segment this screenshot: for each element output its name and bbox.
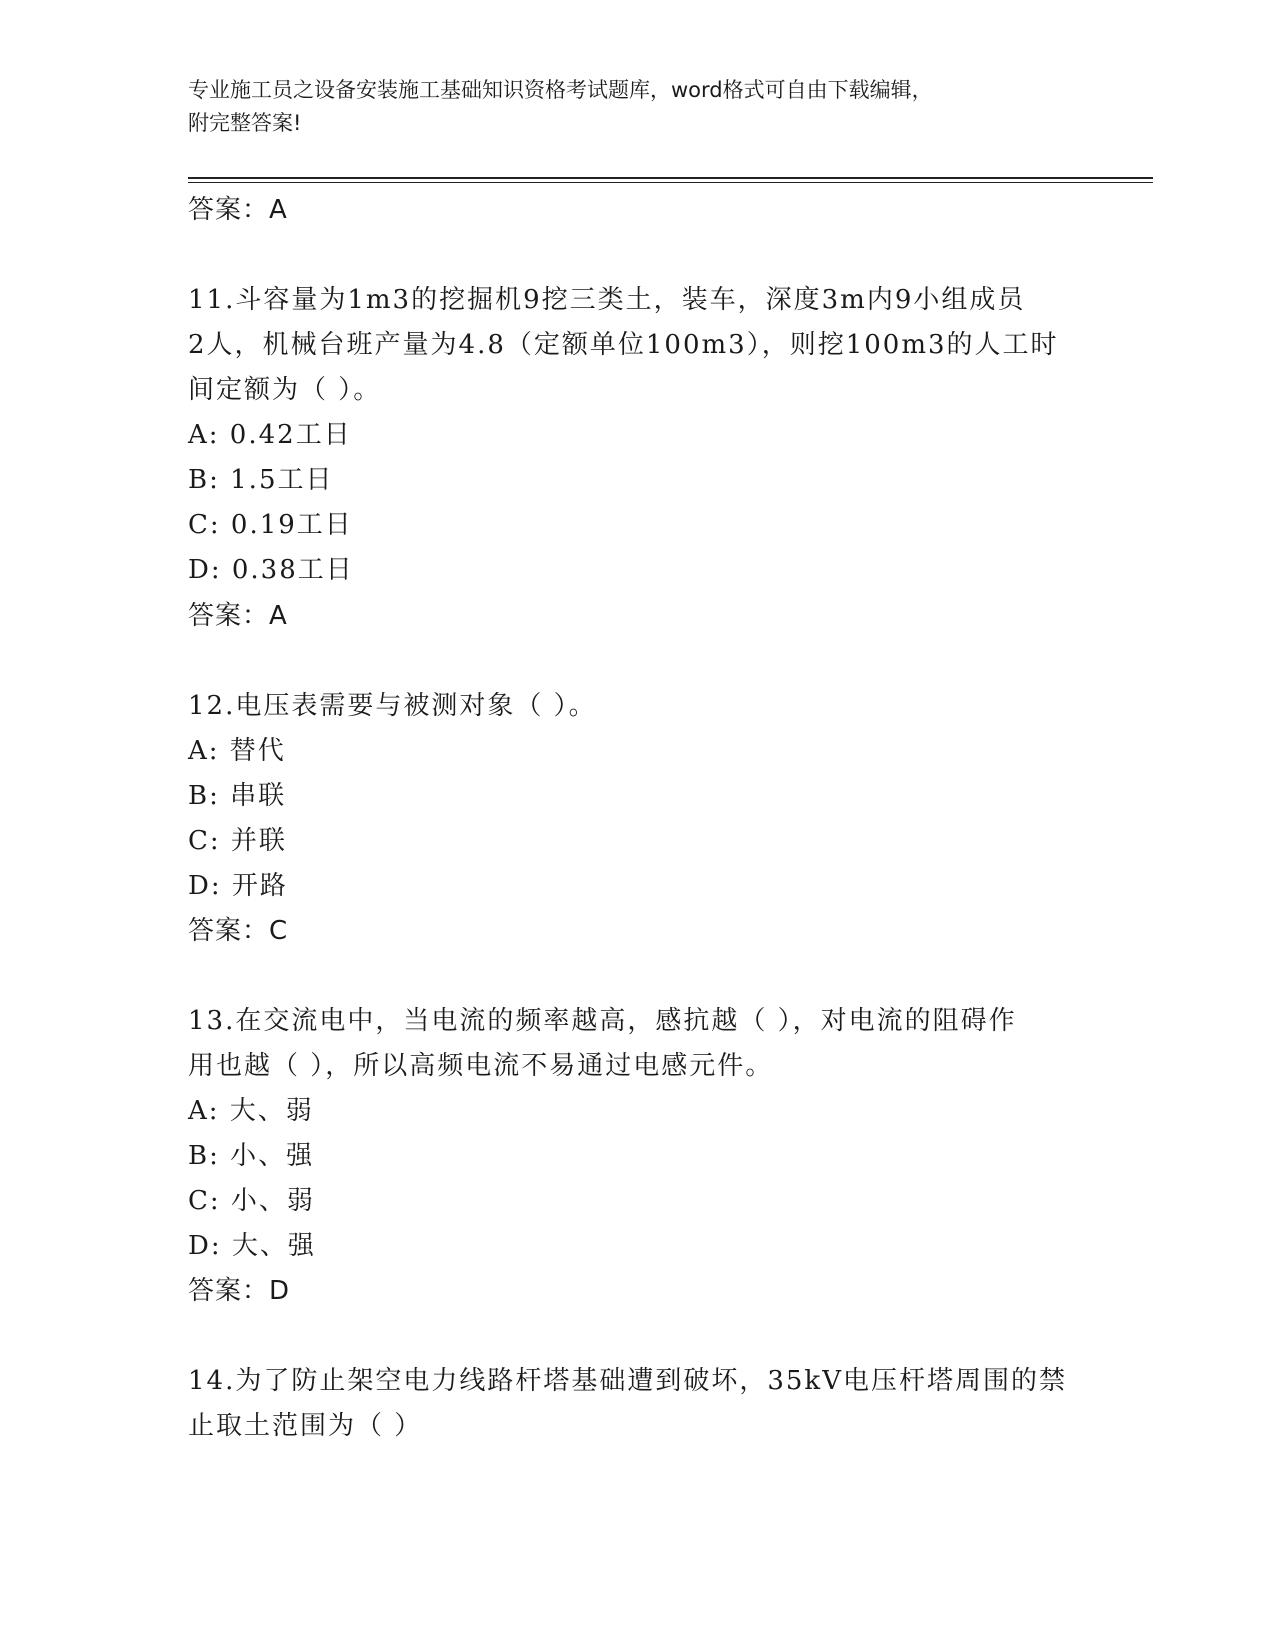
question-13-option-b: B: 小、强 — [188, 1141, 315, 1171]
document-header — [188, 74, 1068, 140]
question-12-option-b: B: 串联 — [188, 781, 287, 811]
question-14-stem-line-1: 14.为了防止架空电力线路杆塔基础遭到破坏，35kV电压杆塔周围的禁 — [188, 1366, 1067, 1396]
question-12-stem-line-1: 12.电压表需要与被测对象（ ）。 — [188, 691, 597, 721]
question-11-answer: 答案：A — [188, 601, 288, 631]
question-12-option-a: A: 替代 — [188, 736, 286, 766]
header-line-1: 专业施工员之设备安装施工基础知识资格考试题库，word格式可自由下载编辑， — [188, 78, 933, 102]
question-12-option-d: D: 开路 — [188, 871, 288, 901]
question-12-option-c: C: 并联 — [188, 826, 287, 856]
question-11-option-b: B: 1.5工日 — [188, 465, 334, 495]
question-11-option-a: A: 0.42工日 — [188, 420, 352, 450]
question-11-option-d: D: 0.38工日 — [188, 555, 354, 585]
question-13-stem-line-1: 13.在交流电中，当电流的频率越高，感抗越（ ），对电流的阻碍作 — [188, 1006, 1017, 1036]
question-11-option-c: C: 0.19工日 — [188, 510, 353, 540]
header-line-2: 附完整答案! — [188, 111, 302, 135]
question-11-stem-line-2: 2人，机械台班产量为4.8（定额单位100m3），则挖100m3的人工时 — [188, 330, 1059, 360]
previous-answer: 答案：A — [188, 195, 288, 225]
question-13-option-c: C: 小、弱 — [188, 1186, 315, 1216]
question-11-stem-line-1: 11.斗容量为1m3的挖掘机9挖三类土，装车，深度3m内9小组成员 — [188, 285, 1026, 315]
header-rule-thick — [188, 177, 1153, 179]
question-12-answer: 答案：C — [188, 916, 289, 946]
question-14-stem-line-2: 止取土范围为（ ） — [188, 1411, 423, 1441]
header-rule-thin — [188, 182, 1153, 183]
question-13-stem-line-2: 用也越（ ），所以高频电流不易通过电感元件。 — [188, 1051, 774, 1081]
question-13-option-d: D: 大、强 — [188, 1231, 316, 1261]
question-13-answer: 答案：D — [188, 1276, 291, 1306]
question-13-option-a: A: 大、弱 — [188, 1096, 314, 1126]
question-11-stem-line-3: 间定额为（ ）。 — [188, 375, 382, 405]
